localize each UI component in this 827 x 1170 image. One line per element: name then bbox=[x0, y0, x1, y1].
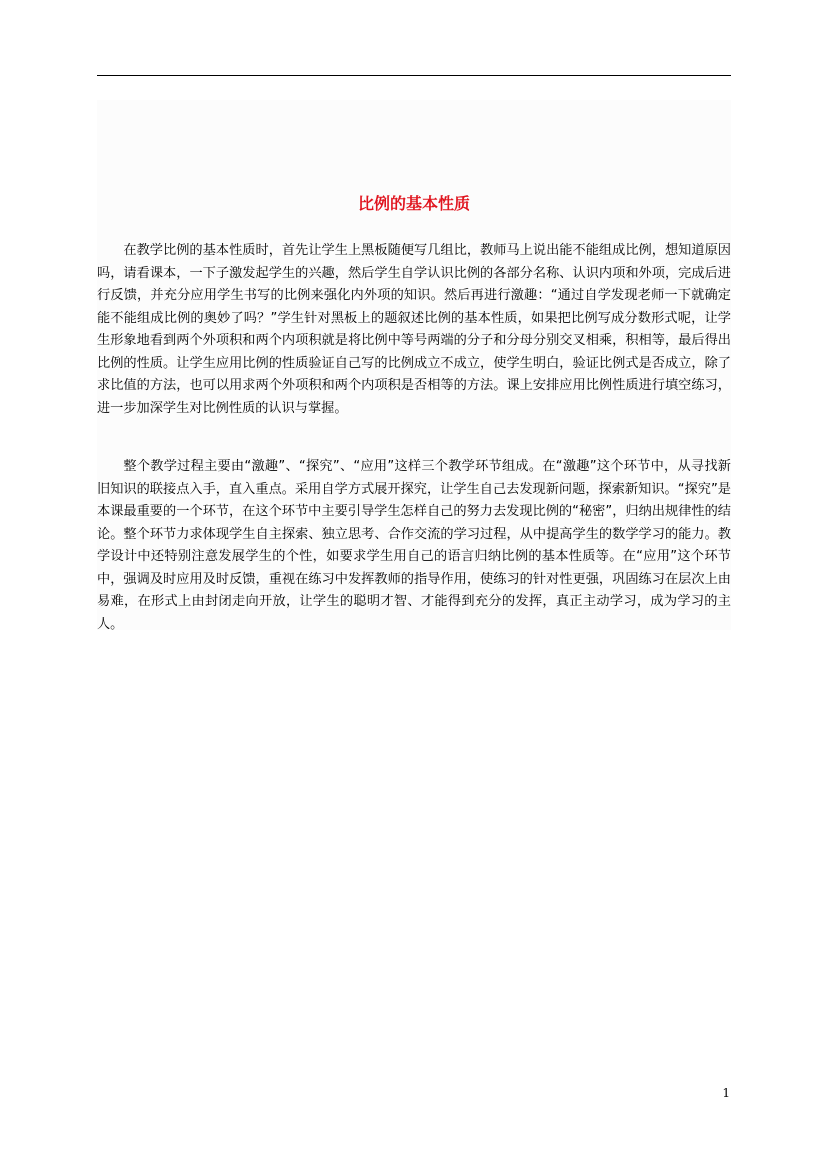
page-number: 1 bbox=[722, 1086, 730, 1100]
paragraph-2: 整个教学过程主要由“激趣”、“探究”、“应用”这样三个教学环节组成。在“激趣”这个环节中，从寻找新旧知识的联接点入手，直入重点。采用自学方式展开探究，让学生自己去发现新问题，探索新知识。“探究”是本课最重要的一个环节，在这个环节中主要引导学生怎样自己的努力去发现比例的“秘密”，归纳出规律性的结论。整个环节力求体现学生自主探索、独立思考、合作交流的学习过程，从中提高学生的数学学习的能力。教学设计中还特别注意发展学生的个性，如要求学生用自己的语言归纳比例的基本性质等。在“应用”这个环节中，强调及时应用及时反馈，重视在练习中发挥教师的指导作用，使练习的针对性更强，巩固练习在层次上由易难，在形式上由封闭走向开放，让学生的聪明才智、才能得到充分的发挥，真正主动学习，成为学习的主人。 bbox=[97, 459, 731, 632]
paragraph-1: 在教学比例的基本性质时，首先让学生上黑板随便写几组比，教师马上说出能不能组成比例，想知道原因吗，请看课本，一下子激发起学生的兴趣，然后学生自学认识比例的各部分名称、认识内项和外项，完成后进行反馈，并充分应用学生书写的比例来强化内外项的知识。然后再进行激趣：“通过自学发现老师一下就确定能不能组成比例的奥妙了吗？”学生针对黑板上的题叙述比例的基本性质，如果把比例写成分数形式呢，让学生形象地看到两个外项积和两个内项积就是将比例中等号两端的分子和分母分别交叉相乘，积相等，最后得出比例的性质。让学生应用比例的性质验证自己写的比例成立不成立，使学生明白，验证比例式是否成立，除了求比值的方法，也可以用求两个外项积和两个内项积是否相等的方法。课上安排应用比例性质进行填空练习，进一步加深学生对比例性质的认识与掌握。 bbox=[97, 243, 731, 416]
document-title: 比例的基本性质 bbox=[357, 194, 470, 213]
header-rule bbox=[97, 75, 731, 76]
document-body bbox=[97, 100, 731, 630]
